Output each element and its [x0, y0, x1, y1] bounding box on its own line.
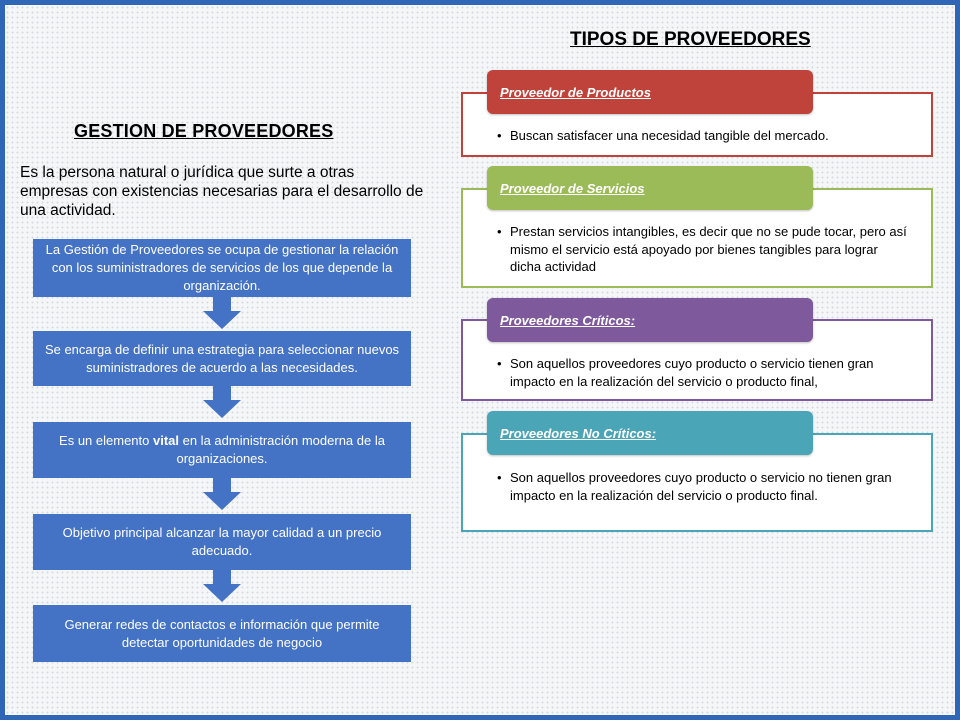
emphasis-vital: vital: [152, 433, 179, 448]
card-header-label-3: Proveedores Críticos:: [500, 312, 636, 328]
left-title: GESTION DE PROVEEDORES: [74, 121, 334, 141]
card-text-value-1: Buscan satisfacer una necesidad tangible del mercado.: [510, 128, 829, 143]
down-arrow-2: [203, 386, 241, 418]
step-box-4: [33, 514, 411, 570]
down-arrow-1: [203, 297, 241, 329]
step-text-2: Se encarga de definir una estrategia para seleccionar nuevos suministradores de acuerdo a las necesidades.: [44, 341, 400, 375]
bullet-icon-4: •: [497, 470, 502, 485]
card-header-2: [487, 166, 813, 210]
card-header-label-1: Proveedor de Productos: [500, 84, 651, 100]
bullet-icon-1: •: [497, 128, 502, 143]
card-header-4: [487, 411, 813, 455]
step-box-3: [33, 422, 411, 478]
card-text-value-3: Son aquellos proveedores cuyo producto o servicio tienen gran impacto en la realización del servicio o producto final,: [510, 356, 874, 389]
step-box-1: [33, 239, 411, 297]
card-header-label-2: Proveedor de Servicios: [500, 180, 645, 196]
right-title: TIPOS DE PROVEEDORES: [570, 29, 811, 50]
card-header-1: [487, 70, 813, 114]
card-header-3: [487, 298, 813, 342]
step-text-4: Objetivo principal alcanzar la mayor calidad a un precio adecuado.: [62, 525, 382, 558]
card-text-4: [497, 469, 907, 504]
bullet-icon-2: •: [497, 224, 502, 239]
step-text-1: La Gestión de Proveedores se ocupa de gestionar la relación con los suministradores de servicios de los que depende la organización.: [45, 242, 399, 293]
step-box-5: [33, 605, 411, 662]
card-text-2: [497, 223, 907, 276]
card-text-3: [497, 355, 907, 390]
down-arrow-4: [203, 570, 241, 602]
step-box-2: [33, 331, 411, 386]
card-header-label-4: Proveedores No Críticos:: [500, 425, 657, 441]
card-text-1: [497, 127, 907, 145]
down-arrow-3: [203, 478, 241, 510]
card-text-value-4: Son aquellos proveedores cuyo producto o servicio no tienen gran impacto en la realización del servicio o producto final.: [510, 470, 892, 503]
left-description: Es la persona natural o jurídica que surte a otras empresas con existencias necesarias para el desarrollo de una actividad.: [20, 164, 424, 219]
card-text-value-2: Prestan servicios intangibles, es decir que no se pude tocar, pero así mismo el servicio está apoyado por bienes tangibles para lograr dicha actividad: [510, 224, 907, 274]
step-text-5: Generar redes de contactos e información que permite detectar oportunidades de negocio: [64, 616, 380, 650]
step-text-3: Es un elemento vital en la administración moderna de la organizaciones.: [59, 433, 385, 466]
bullet-icon-3: •: [497, 356, 502, 371]
